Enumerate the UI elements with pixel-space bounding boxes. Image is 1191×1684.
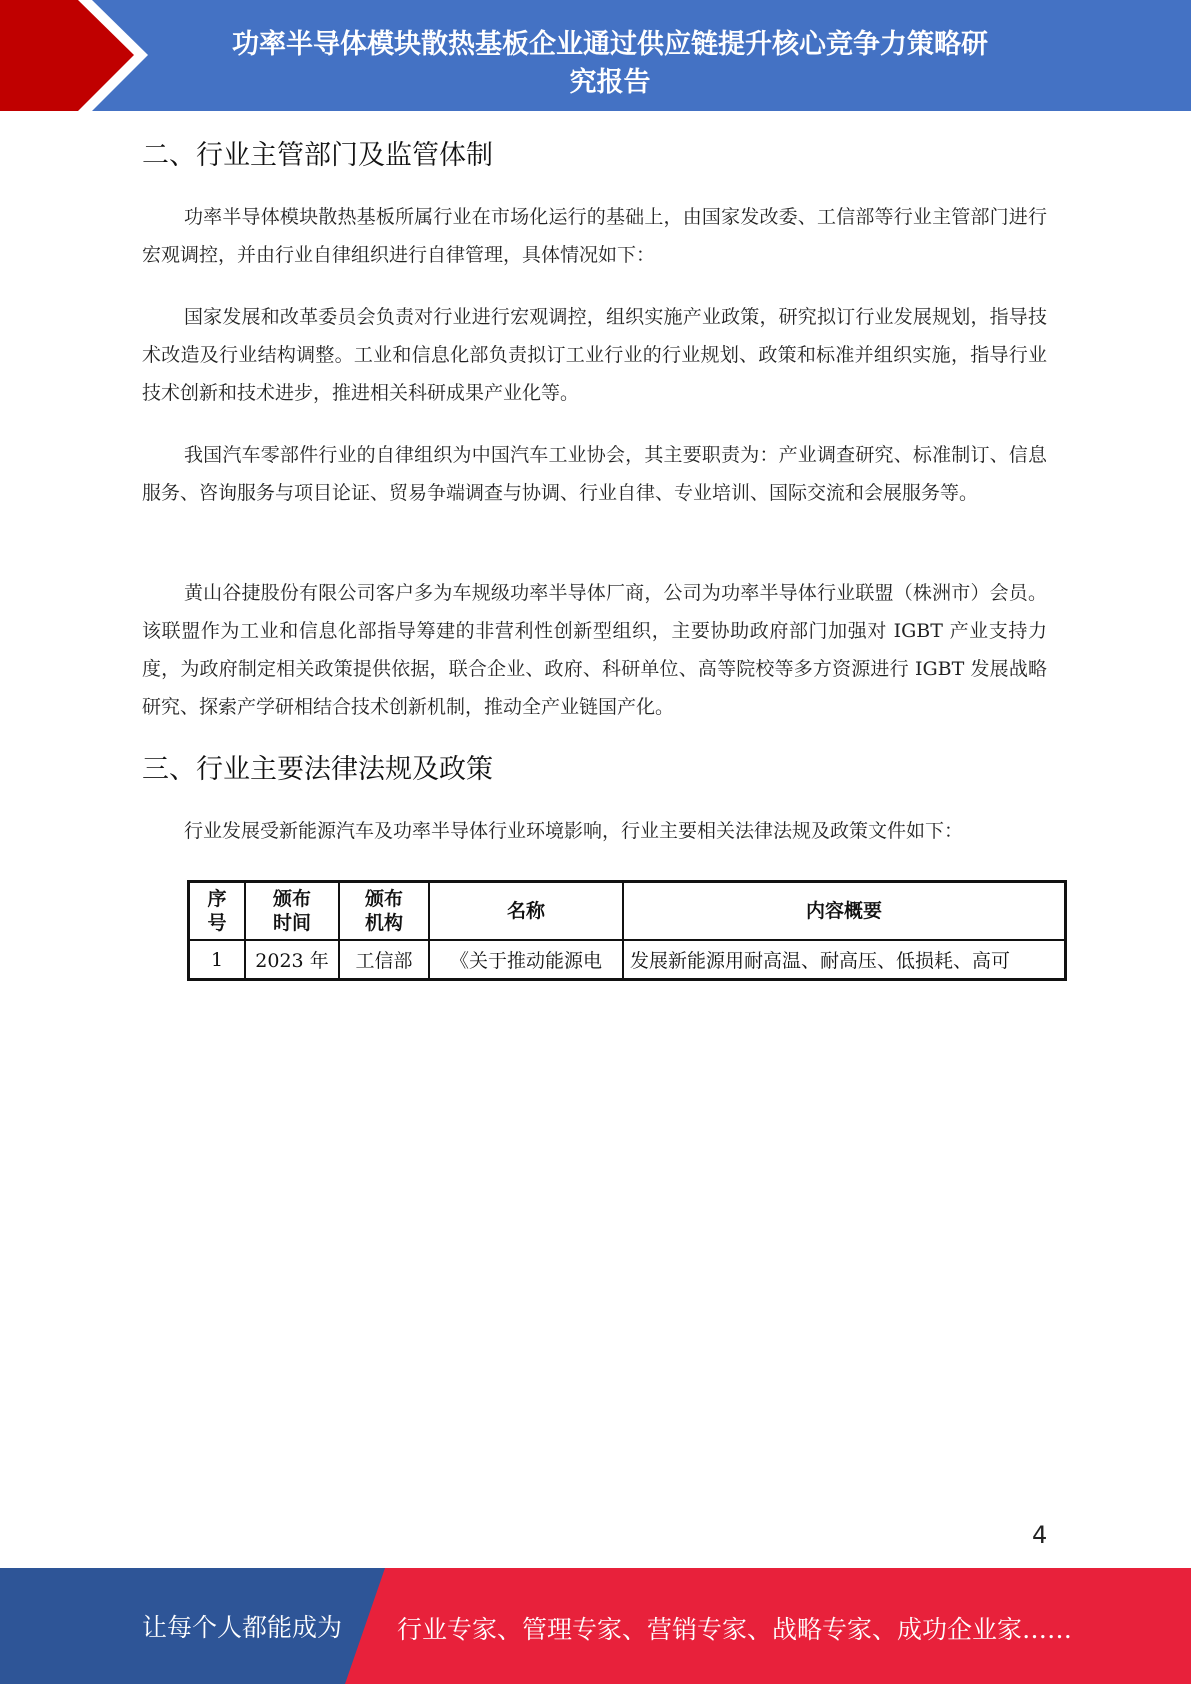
paragraph-ndrc-miit: 国家发展和改革委员会负责对行业进行宏观调控，组织实施产业政策，研究拟订行业发展规划，指导技术改造及行业结构调整。工业和信息化部负责拟订工业行业的行业规划、政策和标准并组织实施，指导行业技术创新和技术进步，推进相关科研成果产业化等。 [142, 306, 1047, 404]
paragraph-caam: 我国汽车零部件行业的自律组织为中国汽车工业协会，其主要职责为：产业调查研究、标准制订、信息服务、咨询服务与项目论证、贸易争端调查与协调、行业自律、专业培训、国际交流和会展服务等。 [142, 444, 1047, 504]
table-row [189, 940, 1066, 980]
cell-summary: 发展新能源用耐高温、耐高压、低损耗、高可 [623, 940, 1066, 980]
header-arrow-decoration [0, 0, 160, 111]
table-header-row [189, 882, 1066, 941]
section-heading-laws-policies: 三、行业主要法律法规及政策 [142, 754, 493, 785]
report-title-line2: 究报告 [569, 67, 651, 98]
header-name: 名称 [429, 882, 623, 941]
page-number: 4 [1032, 1521, 1048, 1549]
paragraph-intro: 功率半导体模块散热基板所属行业在市场化运行的基础上，由国家发改委、工信部等行业主管部门进行宏观调控，并由行业自律组织进行自律管理，具体情况如下： [142, 206, 1047, 266]
policy-table [187, 880, 1067, 981]
header-issue-date-line2: 时间 [272, 912, 311, 934]
header-index-line1: 序 [207, 888, 227, 910]
header-summary: 内容概要 [623, 882, 1066, 941]
cell-issuing-body: 工信部 [339, 940, 429, 980]
page-footer [0, 1568, 1191, 1684]
report-title-line1: 功率半导体模块散热基板企业通过供应链提升核心竞争力策略研 [232, 29, 988, 60]
header-index-line2: 号 [207, 912, 227, 934]
header-issue-date [245, 882, 339, 941]
section-heading-regulators: 二、行业主管部门及监管体制 [142, 140, 493, 171]
header-issuing-body-line1: 颁布 [364, 888, 403, 910]
report-title [170, 26, 1050, 102]
header-issuing-body [339, 882, 429, 941]
header-issue-date-line1: 颁布 [272, 888, 311, 910]
paragraph-alliance: 黄山谷捷股份有限公司客户多为车规级功率半导体厂商，公司为功率半导体行业联盟（株洲市）会员。该联盟作为工业和信息化部指导筹建的非营利性创新型组织，主要协助政府部门加强对 IGBT 产业支持力度，为政府制定相关政策提供依据，联合企业、政府、科研单位、高等院校等多方资源进行 IGBT 发展战略研究、探索产学研相结合技术创新机制，推动全产业链国产化。 [142, 582, 1047, 718]
footer-slogan-right: 行业专家、管理专家、营销专家、战略专家、成功企业家…… [397, 1615, 1073, 1644]
cell-name: 《关于推动能源电 [429, 940, 623, 980]
paragraph-policy-intro: 行业发展受新能源汽车及功率半导体行业环境影响，行业主要相关法律法规及政策文件如下： [184, 820, 964, 842]
cell-issue-date: 2023 年 [245, 940, 339, 980]
footer-slogan-left: 让每个人都能成为 [142, 1613, 343, 1642]
header-index [189, 882, 246, 941]
page-header [0, 0, 1191, 111]
cell-index: 1 [189, 940, 246, 980]
header-issuing-body-line2: 机构 [364, 912, 403, 934]
policy-table-wrapper [187, 880, 1067, 981]
